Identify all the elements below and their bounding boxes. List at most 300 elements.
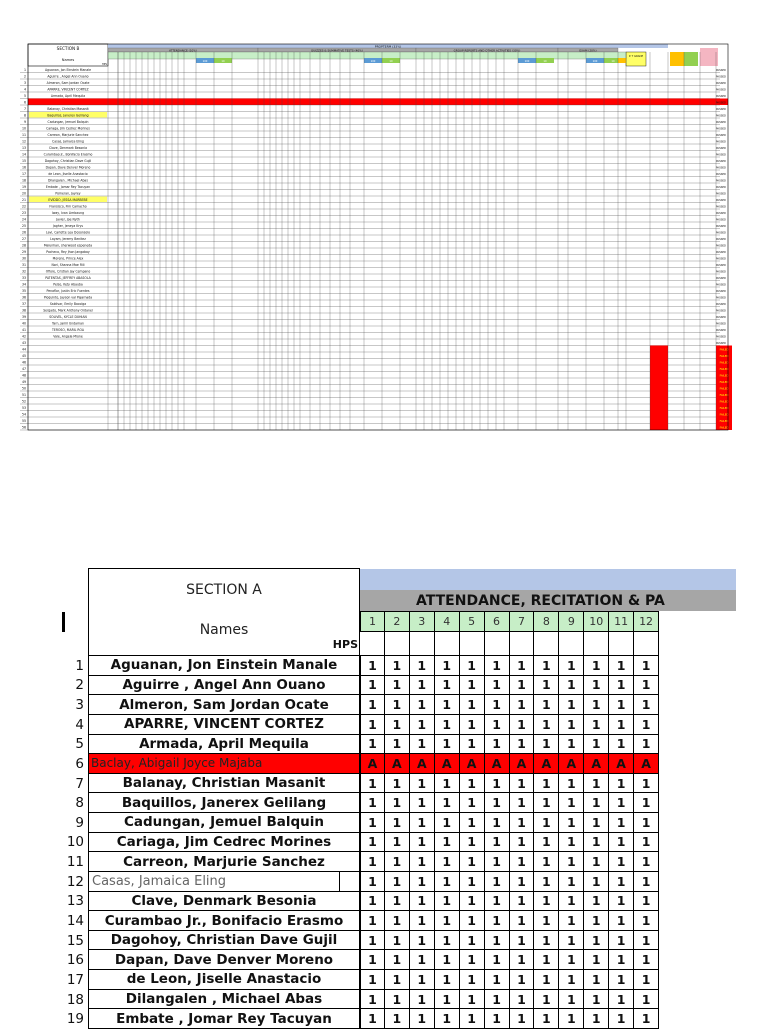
attendance-cell[interactable]: 1: [410, 950, 435, 970]
mini-remark-text: PASSED: [715, 342, 726, 345]
student-name[interactable]: Embate , Jomar Rey Tacuyan: [88, 1009, 360, 1029]
mini-row-number: 29: [21, 250, 26, 254]
attendance-cell[interactable]: 1: [559, 990, 584, 1010]
attendance-cell[interactable]: 1: [435, 950, 460, 970]
attendance-cell[interactable]: 1: [534, 892, 559, 912]
student-name[interactable]: Baquillos, Janerex Gelilang: [88, 793, 360, 813]
attendance-cell[interactable]: 1: [584, 1009, 609, 1029]
attendance-cell[interactable]: 1: [435, 833, 460, 853]
attendance-cell[interactable]: 1: [435, 970, 460, 990]
attendance-cell[interactable]: 1: [634, 676, 659, 696]
attendance-cell[interactable]: 1: [435, 735, 460, 755]
hps-cell[interactable]: [435, 632, 460, 656]
attendance-cell[interactable]: A: [385, 754, 410, 774]
attendance-cell[interactable]: 1: [534, 774, 559, 794]
attendance-cell[interactable]: 1: [460, 892, 485, 912]
attendance-cell[interactable]: 1: [559, 695, 584, 715]
attendance-cell[interactable]: 1: [360, 695, 385, 715]
attendance-cell[interactable]: A: [534, 754, 559, 774]
attendance-cell[interactable]: 1: [385, 852, 410, 872]
blank-cell[interactable]: [340, 872, 360, 892]
attendance-cell[interactable]: 1: [584, 911, 609, 931]
attendance-cell[interactable]: 1: [510, 872, 535, 892]
mini-remark-text: PASSED: [715, 199, 726, 202]
attendance-cell[interactable]: 1: [634, 872, 659, 892]
attendance-cell[interactable]: 1: [559, 970, 584, 990]
attendance-cell[interactable]: 1: [609, 774, 634, 794]
attendance-cell[interactable]: 1: [634, 892, 659, 912]
attendance-cell[interactable]: 1: [385, 950, 410, 970]
attendance-cell[interactable]: 1: [485, 911, 510, 931]
attendance-cell[interactable]: 1: [584, 656, 609, 676]
attendance-cell[interactable]: 1: [410, 931, 435, 951]
attendance-cell[interactable]: 1: [435, 852, 460, 872]
attendance-cell[interactable]: 1: [559, 774, 584, 794]
attendance-cell[interactable]: A: [584, 754, 609, 774]
attendance-cell[interactable]: 1: [410, 833, 435, 853]
attendance-cell[interactable]: A: [510, 754, 535, 774]
attendance-cell[interactable]: 1: [510, 695, 535, 715]
attendance-cell[interactable]: 1: [485, 970, 510, 990]
attendance-cell[interactable]: 1: [460, 793, 485, 813]
attendance-cell[interactable]: 1: [485, 656, 510, 676]
mini-remark-text: PASSED: [715, 218, 726, 222]
hps-cell[interactable]: [634, 632, 659, 656]
attendance-cell[interactable]: 1: [410, 892, 435, 912]
attendance-cell[interactable]: 1: [559, 715, 584, 735]
student-name[interactable]: Dilangalen , Michael Abas: [88, 990, 360, 1010]
hps-cell[interactable]: [584, 632, 609, 656]
attendance-cell[interactable]: 1: [485, 813, 510, 833]
mini-row-number: 4: [23, 87, 26, 92]
attendance-cell[interactable]: 1: [385, 715, 410, 735]
attendance-cell[interactable]: 1: [634, 715, 659, 735]
attendance-cell[interactable]: 1: [385, 833, 410, 853]
attendance-cell[interactable]: 1: [609, 715, 634, 735]
attendance-cell[interactable]: 1: [634, 833, 659, 853]
attendance-cell[interactable]: 1: [360, 1009, 385, 1029]
attendance-cell[interactable]: 1: [360, 715, 385, 735]
attendance-cell[interactable]: 1: [559, 813, 584, 833]
attendance-cell[interactable]: 1: [410, 990, 435, 1010]
attendance-cell[interactable]: 1: [510, 735, 535, 755]
attendance-cell[interactable]: A: [559, 754, 584, 774]
attendance-cell[interactable]: 1: [385, 735, 410, 755]
attendance-cell[interactable]: 1: [385, 695, 410, 715]
student-name[interactable]: Baclay, Abigail Joyce Majaba: [88, 754, 360, 774]
attendance-cell[interactable]: 1: [584, 774, 609, 794]
attendance-cell[interactable]: 1: [485, 852, 510, 872]
attendance-cell[interactable]: 1: [510, 774, 535, 794]
attendance-cell[interactable]: 1: [584, 970, 609, 990]
attendance-cell[interactable]: 1: [534, 695, 559, 715]
mini-grade-cell: [650, 378, 668, 385]
attendance-cell[interactable]: 1: [410, 676, 435, 696]
attendance-cell[interactable]: 1: [510, 970, 535, 990]
attendance-cell[interactable]: 1: [559, 872, 584, 892]
attendance-cell[interactable]: 1: [485, 774, 510, 794]
student-name[interactable]: Dagohoy, Christian Dave Gujil: [88, 931, 360, 951]
attendance-cell[interactable]: 1: [410, 1009, 435, 1029]
attendance-cell[interactable]: 1: [584, 892, 609, 912]
mini-grade-cell: [650, 417, 668, 424]
attendance-cell[interactable]: 1: [460, 990, 485, 1010]
attendance-cell[interactable]: 1: [435, 676, 460, 696]
attendance-cell[interactable]: 1: [360, 970, 385, 990]
mini-student-name: Dilangalen , Michael Abas: [48, 178, 88, 183]
attendance-cell[interactable]: 1: [435, 656, 460, 676]
mini-row-number: 2: [23, 74, 26, 79]
attendance-cell[interactable]: 1: [609, 872, 634, 892]
attendance-cell[interactable]: 1: [360, 911, 385, 931]
attendance-cell[interactable]: 1: [385, 970, 410, 990]
attendance-cell[interactable]: 1: [634, 813, 659, 833]
student-name[interactable]: Cadungan, Jemuel Balquin: [88, 813, 360, 833]
attendance-cell[interactable]: 1: [410, 695, 435, 715]
attendance-cell[interactable]: 1: [510, 656, 535, 676]
row-number: 3: [75, 697, 84, 714]
mini-row-number: 26: [21, 230, 26, 235]
attendance-cell[interactable]: 1: [559, 892, 584, 912]
attendance-cell[interactable]: 1: [510, 793, 535, 813]
mini-grade-cell: [650, 359, 668, 366]
attendance-cell[interactable]: 1: [360, 656, 385, 676]
attendance-cell[interactable]: 1: [410, 735, 435, 755]
attendance-cell[interactable]: 1: [460, 950, 485, 970]
attendance-cell[interactable]: 1: [534, 833, 559, 853]
student-name[interactable]: Curambao Jr., Bonifacio Erasmo: [88, 911, 360, 931]
attendance-cell[interactable]: 1: [584, 950, 609, 970]
attendance-cell[interactable]: 1: [510, 1009, 535, 1029]
mini-remark-text: PASSED: [715, 166, 726, 170]
attendance-cell[interactable]: 1: [485, 793, 510, 813]
attendance-cell[interactable]: 1: [609, 1009, 634, 1029]
attendance-cell[interactable]: 1: [360, 813, 385, 833]
mini-row-number: 3: [23, 81, 26, 85]
attendance-cell[interactable]: 1: [609, 892, 634, 912]
attendance-cell[interactable]: 1: [634, 852, 659, 872]
mini-remark-text: PASSED: [715, 329, 726, 332]
mini-names-header: Names: [61, 58, 75, 62]
attendance-cell[interactable]: 1: [435, 813, 460, 833]
attendance-cell[interactable]: 1: [534, 813, 559, 833]
mini-grade-cell: [650, 411, 668, 418]
attendance-cell[interactable]: 1: [510, 911, 535, 931]
mini-row-number: 25: [21, 224, 26, 228]
attendance-cell[interactable]: 1: [460, 676, 485, 696]
attendance-cell[interactable]: 1: [510, 931, 535, 951]
attendance-cell[interactable]: 1: [609, 656, 634, 676]
header-blank: [659, 611, 736, 681]
attendance-cell[interactable]: 1: [460, 1009, 485, 1029]
attendance-cell[interactable]: 1: [510, 676, 535, 696]
attendance-cell[interactable]: 1: [435, 911, 460, 931]
attendance-cell[interactable]: 1: [385, 676, 410, 696]
mini-remark-text: PASSED: [715, 75, 726, 79]
mini-row-number: 23: [21, 211, 26, 215]
attendance-cell[interactable]: 1: [609, 911, 634, 931]
attendance-cell[interactable]: 1: [534, 911, 559, 931]
attendance-cell[interactable]: 1: [360, 833, 385, 853]
attendance-cell[interactable]: 1: [559, 931, 584, 951]
attendance-cell[interactable]: 1: [410, 774, 435, 794]
attendance-cell[interactable]: 1: [510, 715, 535, 735]
attendance-cell[interactable]: 1: [559, 852, 584, 872]
attendance-cell[interactable]: 1: [534, 656, 559, 676]
student-name[interactable]: Armada, April Mequila: [88, 735, 360, 755]
attendance-cell[interactable]: 1: [510, 990, 535, 1010]
attendance-cell[interactable]: 1: [410, 872, 435, 892]
student-name[interactable]: de Leon, Jiselle Anastacio: [88, 970, 360, 990]
attendance-cell[interactable]: 1: [410, 813, 435, 833]
student-name[interactable]: Almeron, Sam Jordan Ocate: [88, 695, 360, 715]
attendance-cell[interactable]: 1: [559, 656, 584, 676]
mini-student-name: Aguanan, Jon Einstein Manale: [45, 68, 91, 72]
attendance-cell[interactable]: 1: [385, 813, 410, 833]
mini-student-name: Aguirre , Angel Ann Ouano: [47, 74, 89, 79]
attendance-cell[interactable]: 1: [510, 852, 535, 872]
attendance-cell[interactable]: 1: [460, 813, 485, 833]
attendance-cell[interactable]: 1: [360, 931, 385, 951]
mini-student-name: Pomeran, Jayrey: [55, 191, 81, 196]
attendance-cell[interactable]: 1: [559, 833, 584, 853]
attendance-cell[interactable]: 1: [385, 931, 410, 951]
attendance-cell[interactable]: 1: [485, 892, 510, 912]
attendance-cell[interactable]: 1: [609, 676, 634, 696]
attendance-cell[interactable]: 1: [460, 715, 485, 735]
attendance-cell[interactable]: 1: [435, 990, 460, 1010]
attendance-cell[interactable]: 1: [435, 892, 460, 912]
attendance-cell[interactable]: 1: [360, 774, 385, 794]
attendance-cell[interactable]: 1: [534, 852, 559, 872]
attendance-cell[interactable]: 1: [584, 813, 609, 833]
attendance-cell[interactable]: 1: [410, 656, 435, 676]
attendance-cell[interactable]: 1: [584, 931, 609, 951]
attendance-cell[interactable]: A: [634, 754, 659, 774]
attendance-cell[interactable]: 1: [360, 793, 385, 813]
attendance-cell[interactable]: 1: [534, 676, 559, 696]
attendance-cell[interactable]: 1: [609, 735, 634, 755]
attendance-cell[interactable]: 1: [410, 793, 435, 813]
attendance-cell[interactable]: A: [435, 754, 460, 774]
attendance-cell[interactable]: 1: [534, 793, 559, 813]
attendance-cell[interactable]: 1: [360, 872, 385, 892]
attendance-cell[interactable]: 1: [609, 793, 634, 813]
attendance-cell[interactable]: 1: [485, 676, 510, 696]
attendance-cell[interactable]: 1: [435, 931, 460, 951]
attendance-cell[interactable]: 1: [360, 852, 385, 872]
attendance-cell[interactable]: 1: [360, 676, 385, 696]
attendance-cell[interactable]: 1: [534, 1009, 559, 1029]
attendance-cell[interactable]: 1: [584, 793, 609, 813]
attendance-cell[interactable]: 1: [559, 735, 584, 755]
student-name[interactable]: APARRE, VINCENT CORTEZ: [88, 715, 360, 735]
attendance-cell[interactable]: 1: [385, 911, 410, 931]
attendance-cell[interactable]: 1: [435, 1009, 460, 1029]
mini-student-name: EVIDDO, JESSA MARBEBE: [48, 198, 88, 202]
attendance-cell[interactable]: 1: [510, 950, 535, 970]
student-name[interactable]: Cariaga, Jim Cedrec Morines: [88, 833, 360, 853]
student-name[interactable]: Aguirre , Angel Ann Ouano: [88, 676, 360, 696]
attendance-cell[interactable]: 1: [385, 990, 410, 1010]
mini-student-name: PATENTAS, JEFFREY ABASOLA: [45, 276, 91, 280]
attendance-cell[interactable]: 1: [634, 931, 659, 951]
hps-cell[interactable]: [559, 632, 584, 656]
attendance-cell[interactable]: 1: [460, 852, 485, 872]
attendance-cell[interactable]: 1: [485, 931, 510, 951]
attendance-cell[interactable]: A: [410, 754, 435, 774]
attendance-cell[interactable]: 1: [460, 695, 485, 715]
attendance-cell[interactable]: 1: [559, 676, 584, 696]
attendance-cell[interactable]: 1: [460, 911, 485, 931]
attendance-cell[interactable]: 1: [634, 656, 659, 676]
attendance-cell[interactable]: 1: [435, 695, 460, 715]
attendance-cell[interactable]: 1: [435, 774, 460, 794]
student-name[interactable]: Aguanan, Jon Einstein Manale: [88, 656, 360, 676]
attendance-cell[interactable]: 1: [435, 793, 460, 813]
attendance-cell[interactable]: A: [460, 754, 485, 774]
attendance-cell[interactable]: 1: [385, 774, 410, 794]
attendance-cell[interactable]: 1: [609, 990, 634, 1010]
hps-cell[interactable]: [485, 632, 510, 656]
attendance-cell[interactable]: 1: [534, 950, 559, 970]
attendance-cell[interactable]: A: [609, 754, 634, 774]
attendance-cell[interactable]: 1: [634, 695, 659, 715]
attendance-cell[interactable]: 1: [410, 715, 435, 735]
attendance-cell[interactable]: 1: [634, 990, 659, 1010]
mini-student-name: Malunhan, sherwood espeneda: [43, 243, 93, 248]
hps-cell[interactable]: [360, 632, 385, 656]
mini-row-number: 36: [21, 295, 26, 300]
attendance-cell[interactable]: A: [485, 754, 510, 774]
attendance-cell[interactable]: 1: [584, 852, 609, 872]
attendance-cell[interactable]: A: [360, 754, 385, 774]
attendance-cell[interactable]: 1: [584, 990, 609, 1010]
mini-row-number: 10: [21, 126, 26, 131]
attendance-cell[interactable]: 1: [534, 872, 559, 892]
attendance-cell[interactable]: 1: [460, 656, 485, 676]
attendance-cell[interactable]: 1: [485, 735, 510, 755]
student-name[interactable]: Balanay, Christian Masanit: [88, 774, 360, 794]
attendance-cell[interactable]: 1: [510, 892, 535, 912]
attendance-cell[interactable]: 1: [410, 970, 435, 990]
attendance-cell[interactable]: 1: [609, 833, 634, 853]
mini-row-number: 19: [21, 185, 26, 189]
attendance-cell[interactable]: 1: [634, 970, 659, 990]
attendance-cell[interactable]: 1: [534, 735, 559, 755]
attendance-cell[interactable]: 1: [634, 1009, 659, 1029]
mini-row-number: 55: [21, 419, 26, 423]
attendance-cell[interactable]: 1: [584, 715, 609, 735]
row-number: 19: [66, 1011, 84, 1028]
attendance-cell[interactable]: 1: [460, 774, 485, 794]
student-name[interactable]: Casas, Jamaica Eling: [88, 872, 340, 892]
attendance-cell[interactable]: 1: [634, 793, 659, 813]
attendance-cell[interactable]: 1: [609, 813, 634, 833]
mini-student-name: Casas, Jamaica Eling: [52, 139, 84, 144]
mini-student-name: Jagher, Jeneya Krys: [52, 224, 84, 228]
attendance-cell[interactable]: 1: [609, 852, 634, 872]
attendance-cell[interactable]: 1: [559, 1009, 584, 1029]
attendance-cell[interactable]: 1: [584, 676, 609, 696]
mini-remark-text: PASSED: [715, 160, 726, 163]
attendance-cell[interactable]: 1: [510, 813, 535, 833]
attendance-cell[interactable]: 1: [360, 892, 385, 912]
attendance-cell[interactable]: 1: [559, 793, 584, 813]
attendance-cell[interactable]: 1: [385, 892, 410, 912]
attendance-cell[interactable]: 1: [460, 833, 485, 853]
attendance-cell[interactable]: 1: [634, 911, 659, 931]
mini-remark-text: FAILED: [719, 381, 729, 384]
attendance-cell[interactable]: 1: [634, 774, 659, 794]
attendance-cell[interactable]: 1: [385, 872, 410, 892]
student-name[interactable]: Carreon, Marjurie Sanchez: [88, 852, 360, 872]
attendance-cell[interactable]: 1: [609, 970, 634, 990]
attendance-cell[interactable]: 1: [510, 833, 535, 853]
hps-cell[interactable]: [460, 632, 485, 656]
attendance-cell[interactable]: 1: [609, 931, 634, 951]
attendance-cell[interactable]: 1: [609, 950, 634, 970]
attendance-cell[interactable]: 1: [584, 695, 609, 715]
mini-group-label: GROUP REPORTS AND OTHER ACTIVITIES (30%): [453, 48, 521, 53]
attendance-cell[interactable]: 1: [485, 695, 510, 715]
attendance-cell[interactable]: 1: [360, 990, 385, 1010]
attendance-cell[interactable]: 1: [460, 735, 485, 755]
hps-cell[interactable]: [609, 632, 634, 656]
attendance-cell[interactable]: 1: [360, 950, 385, 970]
attendance-cell[interactable]: 1: [534, 990, 559, 1010]
attendance-cell[interactable]: 1: [584, 833, 609, 853]
mini-row-number: 24: [21, 217, 26, 222]
attendance-cell[interactable]: 1: [609, 695, 634, 715]
attendance-cell[interactable]: 1: [485, 833, 510, 853]
attendance-cell[interactable]: 1: [584, 735, 609, 755]
attendance-cell[interactable]: 1: [360, 735, 385, 755]
attendance-cell[interactable]: 1: [460, 970, 485, 990]
student-name[interactable]: Clave, Denmark Besonia: [88, 892, 360, 912]
attendance-cell[interactable]: 1: [385, 793, 410, 813]
attendance-cell[interactable]: 1: [435, 715, 460, 735]
attendance-cell[interactable]: 1: [435, 872, 460, 892]
attendance-cell[interactable]: 1: [584, 872, 609, 892]
attendance-cell[interactable]: 1: [634, 735, 659, 755]
attendance-cell[interactable]: 1: [410, 911, 435, 931]
attendance-cell[interactable]: 1: [559, 911, 584, 931]
attendance-cell[interactable]: 1: [410, 852, 435, 872]
mini-student-name: Penaflor, Justin Eric Fuentes: [46, 289, 90, 293]
mini-subhead-label: 100: [592, 60, 598, 64]
attendance-cell[interactable]: 1: [385, 1009, 410, 1029]
attendance-cell[interactable]: 1: [485, 990, 510, 1010]
hps-cell[interactable]: [410, 632, 435, 656]
hps-cell[interactable]: [510, 632, 535, 656]
attendance-cell[interactable]: 1: [634, 950, 659, 970]
attendance-cell[interactable]: 1: [534, 970, 559, 990]
attendance-cell[interactable]: 1: [534, 931, 559, 951]
attendance-cell[interactable]: 1: [534, 715, 559, 735]
attendance-cell[interactable]: 1: [485, 950, 510, 970]
attendance-cell[interactable]: 1: [385, 656, 410, 676]
attendance-cell[interactable]: 1: [559, 950, 584, 970]
attendance-cell[interactable]: 1: [485, 872, 510, 892]
student-name[interactable]: Dapan, Dave Denver Moreno: [88, 950, 360, 970]
attendance-cell[interactable]: 1: [460, 872, 485, 892]
attendance-cell[interactable]: 1: [485, 1009, 510, 1029]
attendance-cell[interactable]: 1: [485, 715, 510, 735]
hps-cell[interactable]: [385, 632, 410, 656]
attendance-cell[interactable]: 1: [460, 931, 485, 951]
hps-cell[interactable]: [534, 632, 559, 656]
